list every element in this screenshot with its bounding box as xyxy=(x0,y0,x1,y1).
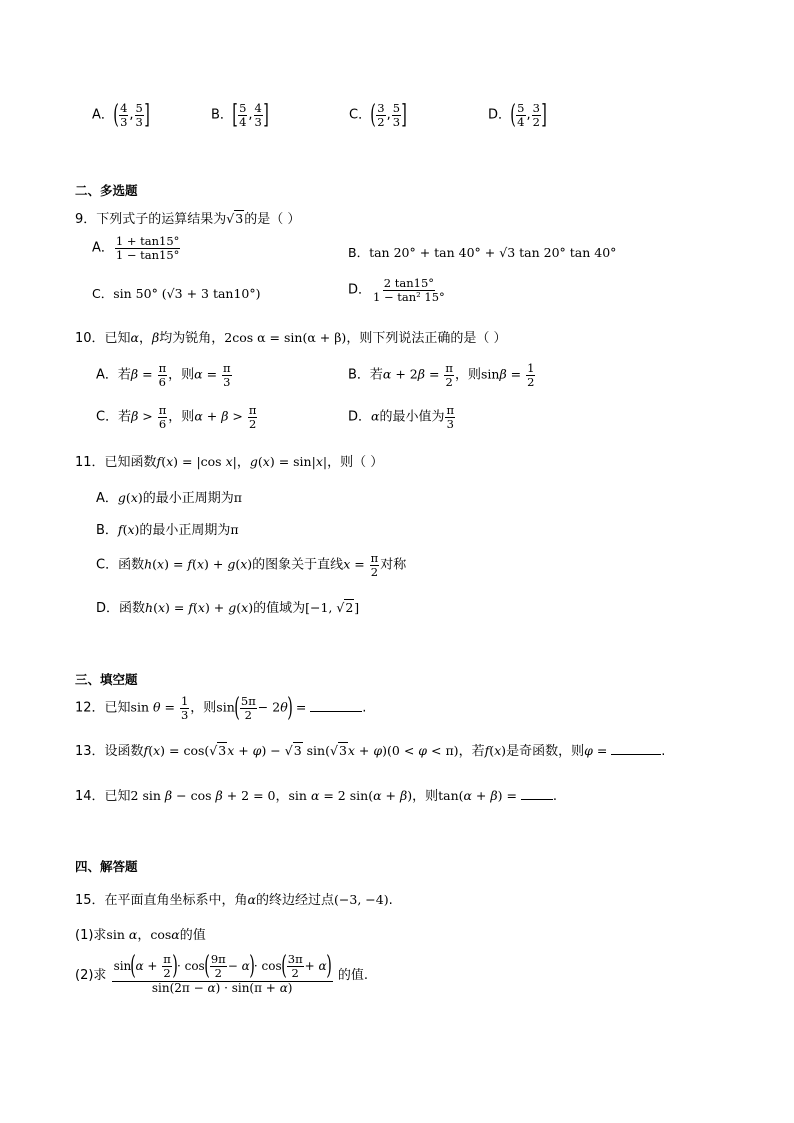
question-14: 14．已知2 sin β − cos β + 2 = 0，sin α = 2 sin(α + β)，则tan(α + β) = . xyxy=(75,788,558,804)
q11-option-a: A．g(x)的最小正周期为π xyxy=(96,490,242,506)
section-heading: 四、解答题 xyxy=(75,859,138,874)
q10-option-d: D．α的最小值为 $\frac{\pi}{3}$ xyxy=(348,403,455,431)
question-9-stem: 9．下列式子的运算结果为√3的是（ ） xyxy=(75,211,301,227)
q11-option-d: D．函数h(x) = f(x) + g(x)的值域为[−1, √2] xyxy=(96,600,360,616)
q11-option-c: C．函数h(x) = f(x) + g(x)的图象关于直线x = $\frac{\pi}{2}$ 对称 xyxy=(96,551,407,579)
section-heading: 二、多选题 xyxy=(75,183,138,198)
q9-option-c: C．sin 50° (√3 + 3 tan10°) xyxy=(92,286,261,301)
question-13: 13．设函数f(x) = cos(√3x + φ) − √3 sin(√3x + φ)(0 < φ < π)，若f(x)是奇函数，则φ = . xyxy=(75,743,666,759)
q8-option-b: B．[ $\frac{5}{4}$ , $\frac{4}{3}$ ] xyxy=(211,100,269,130)
question-10-stem: 10．已知α，β均为锐角，2cos α = sin(α + β)，则下列说法正确的是（ ） xyxy=(75,330,507,346)
q8-option-c: C．( $\frac{3}{2}$ , $\frac{5}{3}$ ] xyxy=(349,100,407,130)
q9-option-d: D． $\frac{2 \tan 15^\circ}{\text{1 − tan² 15°}}$ xyxy=(348,276,445,304)
q10-option-a: A．若β = $\frac{\pi}{6}$ ，则α = $\frac{\pi}{3}$ xyxy=(96,361,231,389)
section-heading: 三、填空题 xyxy=(75,672,138,687)
question-15-part-2: (2)求 sin(α + $\frac{\pi}{2}$ )· cos( $\frac{9\pi}{2}$ − α)· cos( $\frac{3\pi}{2}$ + α) sin(2π − α) · sin(π + α) 的值. xyxy=(75,951,369,995)
q11-option-b: B．f(x)的最小正周期为π xyxy=(96,522,239,538)
question-11-stem: 11．已知函数f(x) = |cos x|，g(x) = sin|x|，则（ ） xyxy=(75,454,384,470)
q9-option-b: B．tan 20° + tan 40° + √3 tan 20° tan 40° xyxy=(348,245,617,260)
q9-option-a: A． $\frac{1 + \tan 15^\circ}{1 - \tan 15^\circ}$ xyxy=(92,234,180,262)
question-15-part-1: (1)求sin α，cosα的值 xyxy=(75,927,206,943)
question-15-stem: 15．在平面直角坐标系中，角α的终边经过点(−3, −4). xyxy=(75,892,393,908)
q10-option-b: B．若α + 2β = $\frac{\pi}{2}$ ，则sinβ = $\frac{1}{2}$ xyxy=(348,361,535,389)
question-12: 12．已知sin θ = $\frac{1}{3}$ ，则sin( $\frac{5\pi}{2}$ − 2θ) = . xyxy=(75,693,367,723)
q8-option-d: D．( $\frac{5}{4}$ , $\frac{3}{2}$ ] xyxy=(488,100,547,130)
q10-option-c: C．若β > $\frac{\pi}{6}$ ，则α + β > $\frac{\pi}{2}$ xyxy=(96,403,257,431)
q8-option-a: A．( $\frac{4}{3}$ , $\frac{5}{3}$ ] xyxy=(92,100,150,130)
